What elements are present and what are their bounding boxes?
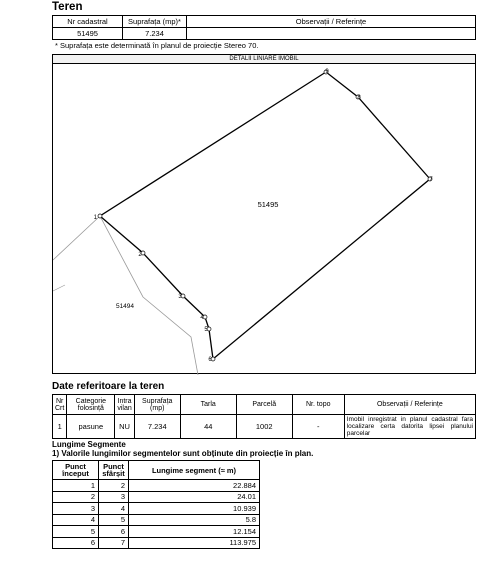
segments-subtitle: 1) Valorile lungimilor segmentelor sunt obținute din proiecție în plan. — [52, 449, 314, 458]
vertex-label-9: 9 — [325, 69, 329, 75]
refs-title: Date referitoare la teren — [52, 381, 165, 392]
segment-end: 7 — [99, 537, 129, 549]
segments-header-start: Punct început — [53, 461, 99, 480]
segment-length: 22.884 — [129, 480, 260, 492]
neighbor-boundary-stub — [53, 285, 65, 291]
refs-header-nr: Nr Crt — [53, 395, 67, 415]
vertex-label-6: 6 — [208, 357, 212, 363]
refs-cell-nrtopo: - — [292, 415, 344, 439]
table-row — [53, 503, 260, 515]
map-panel — [52, 54, 476, 374]
vertex-label-4: 4 — [200, 315, 204, 321]
teren-header-observatii: Observații / Referințe — [187, 16, 476, 28]
segments-title: Lungime Segmente — [52, 440, 126, 449]
segment-start: 2 — [53, 491, 99, 503]
segment-start: 5 — [53, 526, 99, 538]
refs-cell-parcela: 1002 — [236, 415, 292, 439]
vertex-markers — [98, 70, 432, 361]
teren-cell-observatii — [187, 28, 476, 40]
segments-table — [52, 460, 260, 549]
vertex-label-8: 8 — [357, 95, 361, 101]
segment-start: 1 — [53, 480, 99, 492]
table-row — [53, 514, 260, 526]
teren-cell-suprafata: 7.234 — [123, 28, 187, 40]
segment-length: 113.975 — [129, 537, 260, 549]
segment-start: 4 — [53, 514, 99, 526]
vertex-label-3: 3 — [178, 294, 182, 300]
segment-end: 6 — [99, 526, 129, 538]
segment-start: 6 — [53, 537, 99, 549]
vertex-label-1: 1 — [93, 215, 97, 221]
teren-title: Teren — [52, 1, 83, 13]
refs-cell-observatii: Imobil inregistrat in planul cadastral fara localizare certa datorita lipsei planului parcelar — [344, 415, 475, 439]
vertex-1 — [98, 214, 102, 218]
teren-cell-cadastral: 51495 — [53, 28, 123, 40]
map-title: DETALII LINIARE IMOBIL — [53, 55, 475, 64]
refs-cell-suprafata: 7.234 — [134, 415, 180, 439]
segment-length: 10.939 — [129, 503, 260, 515]
teren-note: * Suprafața este determinată în planul de proiecție Stereo 70. — [55, 41, 259, 50]
segment-length: 24.01 — [129, 491, 260, 503]
table-row — [53, 480, 260, 492]
vertex-label-2: 2 — [138, 252, 142, 258]
teren-header-cadastral: Nr cadastral — [53, 16, 123, 28]
parcel-label: 51495 — [257, 200, 279, 209]
refs-cell-tarla: 44 — [180, 415, 236, 439]
table-row — [53, 491, 260, 503]
segment-end: 2 — [99, 480, 129, 492]
parcel-boundary — [100, 72, 430, 359]
refs-header-parcela: Parcelă — [236, 395, 292, 415]
segment-start: 3 — [53, 503, 99, 515]
neighbor-label: 51494 — [115, 303, 135, 310]
refs-header-intravilan: Intra vilan — [115, 395, 134, 415]
table-row — [53, 537, 260, 549]
table-row — [53, 526, 260, 538]
teren-table — [52, 15, 476, 40]
refs-header-categorie: Categorie folosință — [67, 395, 115, 415]
vertex-label-7: 7 — [429, 177, 433, 183]
segment-end: 4 — [99, 503, 129, 515]
segment-length: 5.8 — [129, 514, 260, 526]
refs-header-nrtopo: Nr. topo — [292, 395, 344, 415]
vertex-label-5: 5 — [204, 327, 208, 333]
segments-header-end: Punct sfârșit — [99, 461, 129, 480]
refs-cell-nr: 1 — [53, 415, 67, 439]
neighbor-boundary — [53, 216, 198, 375]
segment-length: 12.154 — [129, 526, 260, 538]
refs-cell-intravilan: NU — [115, 415, 134, 439]
teren-header-suprafata: Suprafața (mp)* — [123, 16, 187, 28]
refs-header-observatii: Observații / Referințe — [344, 395, 475, 415]
refs-header-tarla: Tarla — [180, 395, 236, 415]
refs-cell-categorie: pasune — [67, 415, 115, 439]
refs-table — [52, 394, 476, 439]
segment-end: 3 — [99, 491, 129, 503]
segment-end: 5 — [99, 514, 129, 526]
segments-header-length: Lungime segment (≈ m) — [129, 461, 260, 480]
refs-header-suprafata: Suprafața (mp) — [134, 395, 180, 415]
parcel-map — [53, 55, 477, 375]
